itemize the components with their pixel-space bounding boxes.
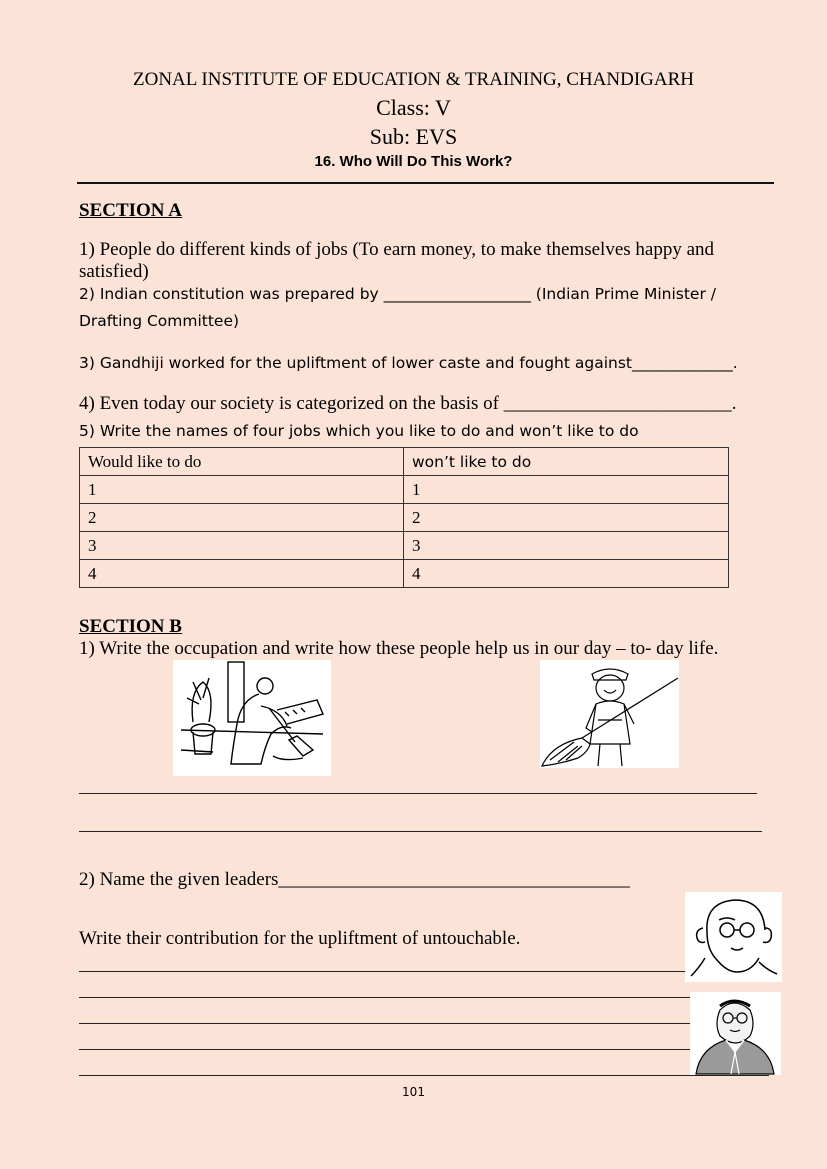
ambedkar-portrait-image: [690, 992, 781, 1075]
answer-line[interactable]: [79, 1049, 690, 1050]
section-a-title: SECTION A: [79, 200, 182, 221]
table-cell[interactable]: 4: [80, 560, 404, 588]
class-label: Class: V: [376, 95, 451, 120]
chapter-title: 16. Who Will Do This Work?: [314, 153, 513, 170]
gandhi-portrait-image: [685, 892, 782, 982]
question-a4: 4) Even today our society is categorized on the basis of ________________________.: [79, 393, 737, 414]
question-a2-line2: Drafting Committee): [79, 312, 240, 330]
table-header-like: Would like to do: [80, 448, 404, 476]
question-b2: 2) Name the given leaders_____________________________________: [79, 869, 630, 890]
table-cell[interactable]: 2: [80, 504, 404, 532]
table-cell[interactable]: 1: [404, 476, 729, 504]
sweeper-with-broom-image: [540, 660, 679, 768]
answer-line[interactable]: [79, 997, 690, 998]
question-a3: 3) Gandhiji worked for the upliftment of lower caste and fought against_____________.: [79, 354, 738, 372]
table-header-dislike: won’t like to do: [404, 448, 729, 476]
table-cell[interactable]: 1: [80, 476, 404, 504]
table-row: [80, 532, 729, 560]
table-cell[interactable]: 3: [404, 532, 729, 560]
question-a1-line1: 1) People do different kinds of jobs (To earn money, to make themselves happy and: [79, 239, 715, 260]
answer-line[interactable]: [79, 971, 685, 972]
jobs-table: [79, 447, 729, 588]
table-header-row: [80, 448, 729, 476]
table-cell[interactable]: 3: [80, 532, 404, 560]
question-a1-line2: satisfied): [79, 261, 149, 282]
header-divider: [77, 182, 774, 184]
subject-label: Sub: EVS: [369, 124, 458, 149]
page-number: 101: [402, 1085, 425, 1099]
question-b1: 1) Write the occupation and write how these people help us in our day – to- day life.: [79, 638, 719, 659]
answer-line[interactable]: [79, 1023, 690, 1024]
table-row: [80, 476, 729, 504]
section-b-title: SECTION B: [79, 616, 182, 637]
institute-name: ZONAL INSTITUTE OF EDUCATION & TRAINING, CHANDIGARH: [133, 69, 694, 90]
table-cell[interactable]: 2: [404, 504, 729, 532]
answer-line[interactable]: [79, 793, 757, 794]
table-row: [80, 560, 729, 588]
question-a5: 5) Write the names of four jobs which you like to do and won’t like to do: [79, 422, 639, 440]
woman-sweeping-image: [173, 660, 331, 776]
answer-line[interactable]: [79, 1075, 769, 1076]
answer-line[interactable]: [79, 831, 762, 832]
table-cell[interactable]: 4: [404, 560, 729, 588]
table-row: [80, 504, 729, 532]
question-a2-line1: 2) Indian constitution was prepared by ___________________ (Indian Prime Minister /: [79, 285, 716, 303]
contribution-prompt: Write their contribution for the upliftment of untouchable.: [79, 928, 521, 949]
